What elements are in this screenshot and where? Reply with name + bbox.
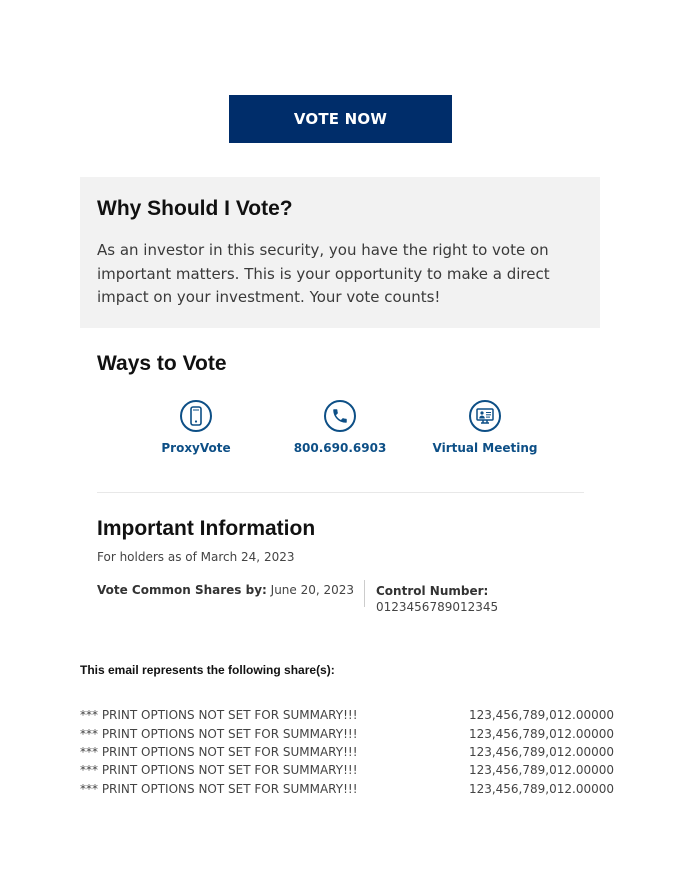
phone-number-link[interactable]: 800.690.6903 <box>293 441 387 455</box>
share-amount: 123,456,789,012.00000 <box>468 726 614 741</box>
share-row <box>80 706 614 724</box>
ways-to-vote-title: Ways to Vote <box>97 352 227 375</box>
shares-heading: This email represents the following share(s): <box>80 663 335 677</box>
proxyvote-option[interactable] <box>121 400 271 455</box>
share-description: *** PRINT OPTIONS NOT SET FOR SUMMARY!!! <box>80 744 358 759</box>
vote-deadline-label: Vote Common Shares by: <box>97 583 267 597</box>
share-row <box>80 743 614 761</box>
why-vote-title: Why Should I Vote? <box>97 197 293 220</box>
share-row <box>80 780 614 798</box>
vote-now-button[interactable]: VOTE NOW <box>229 95 452 143</box>
phone-icon <box>324 400 356 432</box>
virtual-meeting-icon <box>469 400 501 432</box>
share-amount: 123,456,789,012.00000 <box>468 781 614 796</box>
shares-list <box>80 706 614 798</box>
proxyvote-link[interactable]: ProxyVote <box>161 441 231 455</box>
vote-deadline <box>97 583 354 597</box>
why-vote-panel <box>80 177 600 328</box>
share-description: *** PRINT OPTIONS NOT SET FOR SUMMARY!!! <box>80 726 358 741</box>
share-description: *** PRINT OPTIONS NOT SET FOR SUMMARY!!! <box>80 781 358 796</box>
share-amount: 123,456,789,012.00000 <box>468 744 614 759</box>
control-number <box>376 583 498 615</box>
share-amount: 123,456,789,012.00000 <box>468 763 614 778</box>
virtual-meeting-link[interactable]: Virtual Meeting <box>432 441 538 455</box>
mobile-phone-icon <box>180 400 212 432</box>
vote-deadline-date: June 20, 2023 <box>270 583 355 597</box>
section-divider <box>97 492 584 493</box>
virtual-meeting-option[interactable] <box>410 400 560 455</box>
share-amount: 123,456,789,012.00000 <box>468 708 614 723</box>
holders-as-of-text: For holders as of March 24, 2023 <box>97 550 295 564</box>
why-vote-body: As an investor in this security, you have the right to vote on important matters. This is your opportunity to make a direct impact on your investment. Your vote counts! <box>97 241 550 306</box>
phone-option[interactable] <box>265 400 415 455</box>
control-number-label: Control Number: <box>376 584 489 598</box>
share-row <box>80 761 614 779</box>
control-number-value: 0123456789012345 <box>376 600 499 614</box>
share-description: *** PRINT OPTIONS NOT SET FOR SUMMARY!!! <box>80 763 358 778</box>
vertical-divider <box>364 580 365 607</box>
share-description: *** PRINT OPTIONS NOT SET FOR SUMMARY!!! <box>80 708 358 723</box>
important-info-title: Important Information <box>97 517 316 540</box>
share-row <box>80 724 614 742</box>
